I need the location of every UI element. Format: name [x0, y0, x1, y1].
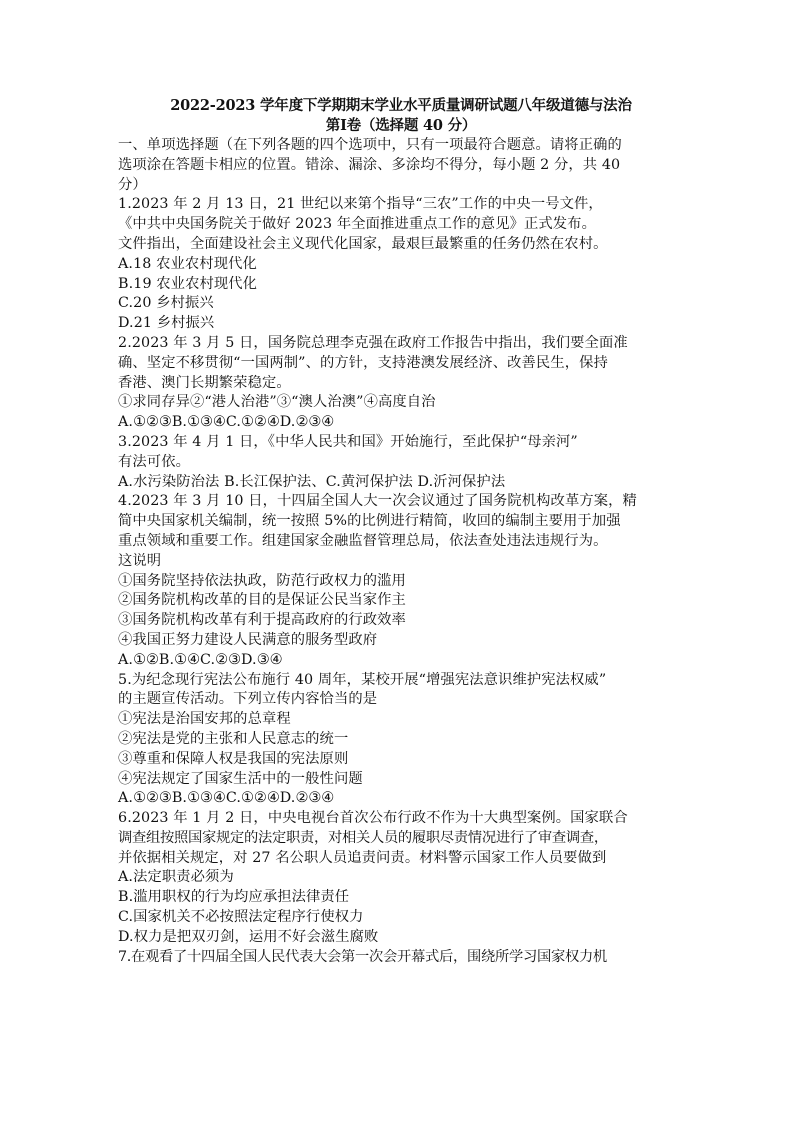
- option-d: D.权力是把双刃剑，运用不好会滋生腐败: [118, 928, 379, 945]
- question-text: 《中共中央国务院关于做好 2023 年全面推进重点工作的意见》正式发布。: [118, 216, 596, 233]
- question-text: 香港、澳门长期繁荣稳定。: [118, 374, 291, 391]
- question-text: 4.2023 年 3 月 10 日，十四届全国人大一次会议通过了国务院机构改革方案，精: [118, 493, 637, 510]
- question-text: 3.2023 年 4 月 1 日，《中华人民共和国》开始施行，至此保护“母亲河”: [118, 433, 578, 450]
- question-text: 调查组按照国家规定的法定职责，对相关人员的履职尽责情况进行了审查调查，: [118, 829, 608, 846]
- statement-1: ①宪法是治国安邦的总章程: [118, 711, 291, 728]
- option-d: D.21 乡村振兴: [118, 315, 215, 332]
- question-text: 文件指出，全面建设社会主义现代化国家，最艰巨最繁重的任务仍然在农村。: [118, 235, 608, 252]
- question-5: [118, 671, 684, 810]
- question-text: 2.2023 年 3 月 5 日，国务院总理李克强在政府工作报告中指出，我们要全面准: [118, 334, 628, 351]
- question-6: [118, 809, 684, 948]
- question-text: 这说明: [118, 552, 162, 569]
- statement-4: ④我国正努力建设人民满意的服务型政府: [118, 631, 378, 648]
- question-text: 重点领域和重要工作。组建国家金融监督管理总局，依法查处违法违规行为。: [118, 532, 608, 549]
- section-title: 第Ⅰ卷（选择题 40 分）: [325, 117, 477, 134]
- question-text: 6.2023 年 1 月 2 日，中央电视台首次公布行政不作为十大典型案例。国家联合: [118, 810, 628, 827]
- option-b: B.19 农业农村现代化: [118, 275, 258, 292]
- instruction-line: 一、单项选择题（在下列各题的四个选项中，只有一项最符合题意。请将正确的: [118, 137, 622, 153]
- question-7: [118, 948, 684, 968]
- instruction-line: 选项涂在答题卡相应的位置。错涂、漏涂、多涂均不得分，每小题 2 分，共 40: [118, 156, 621, 173]
- statement-2: ②宪法是党的主张和人民意志的统一: [118, 730, 349, 747]
- question-text: 1.2023 年 2 月 13 日，21 世纪以来第个指导“三农”工作的中央一号文件，: [118, 196, 603, 213]
- option-a: A.18 农业农村现代化: [118, 255, 257, 272]
- option-c: C.20 乡村振兴: [118, 295, 214, 312]
- options-row: A.①②③B.①③④C.①②④D.②③④: [118, 414, 335, 431]
- statement-1: ①国务院坚持依法执政，防范行政权力的滥用: [118, 572, 406, 589]
- question-text: 有法可依。: [118, 453, 190, 470]
- question-text: 7.在观看了十四届全国人民代表大会第一次会开幕式后，围绕所学习国家权力机: [118, 948, 607, 965]
- option-b: B.滥用职权的行为均应承担法律责任: [118, 889, 350, 906]
- question-text: 简中央国家机关编制，统一按照 5%的比例进行精简，收回的编制主要用于加强: [118, 513, 621, 530]
- statement-3: ③尊重和保障人权是我国的宪法原则: [118, 750, 349, 767]
- statement-3: ③国务院机构改革有利于提高政府的行政效率: [118, 612, 406, 629]
- statement-4: ④宪法规定了国家生活中的一般性问题: [118, 770, 363, 787]
- options-row: A.①②B.①④C.②③D.③④: [118, 651, 283, 668]
- exam-page: [118, 96, 684, 967]
- statement-2: ②国务院机构改革的目的是保证公民当家作主: [118, 592, 406, 609]
- question-text: 5.为纪念现行宪法公布施行 40 周年，某校开展“增强宪法意识维护宪法权威”: [118, 671, 607, 688]
- exam-title: 2022-2023 学年度下学期期末学业水平质量调研试题八年级道德与法治: [170, 97, 632, 114]
- options-row: A.水污染防治法 B.长江保护法、C.黄河保护法 D.沂河保护法: [118, 473, 506, 490]
- question-2: [118, 334, 684, 433]
- statement-list: ①求同存异②“港人治港”③“澳人治澳”④高度自治: [118, 394, 436, 411]
- option-a: A.法定职责必须为: [118, 869, 234, 886]
- instruction-line: 分）: [118, 176, 147, 193]
- question-text: 并依据相关规定，对 27 名公职人员追责问责。材料警示国家工作人员要做到: [118, 849, 607, 866]
- question-1: [118, 195, 684, 334]
- question-text: 的主题宣传活动。下列立传内容恰当的是: [118, 691, 378, 708]
- question-text: 确、坚定不移贯彻“一国两制”、的方针，支持港澳发展经济、改善民生，保持: [118, 354, 608, 371]
- options-row: A.①②③B.①③④C.①②④D.②③④: [118, 790, 335, 807]
- option-c: C.国家机关不必按照法定程序行使权力: [118, 909, 364, 926]
- question-4: [118, 492, 684, 670]
- question-3: [118, 433, 684, 492]
